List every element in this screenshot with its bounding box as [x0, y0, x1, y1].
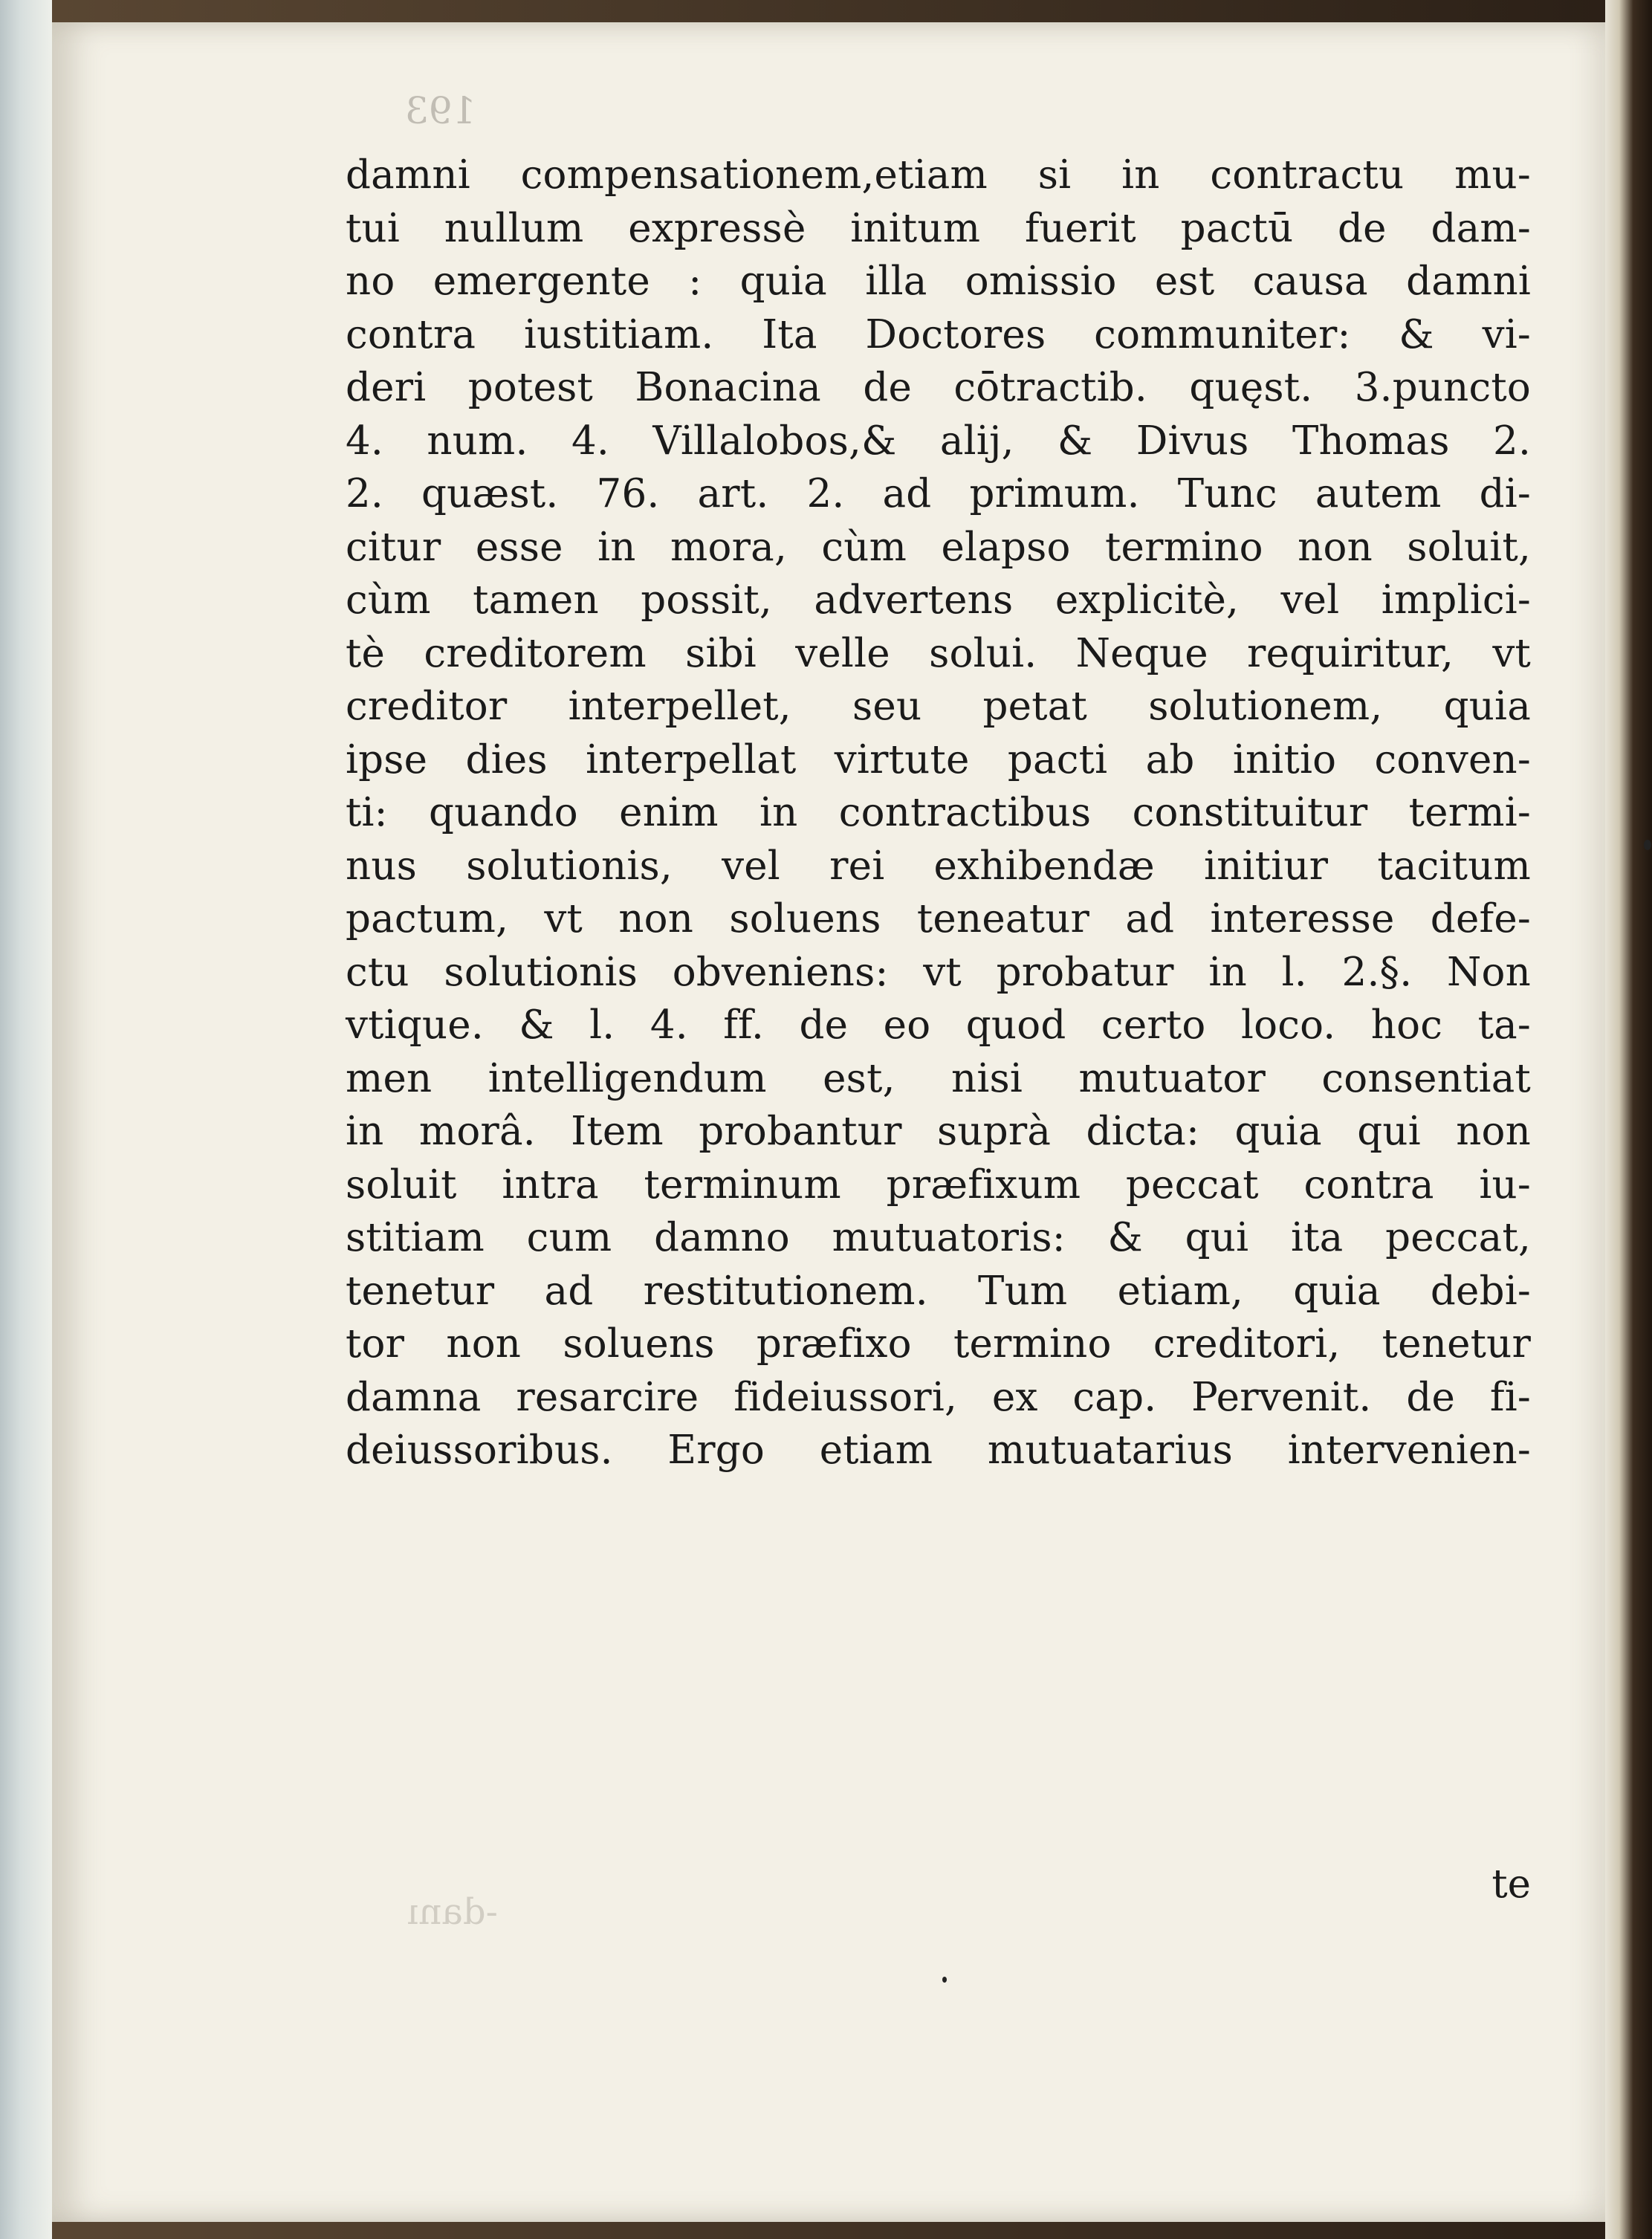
text-line: vtique. & l. 4. ff. de eo quod certo loco. hoc ta-	[346, 1002, 1531, 1048]
book-right-edge	[1605, 0, 1652, 2239]
text-line: tè creditorem sibi velle solui. Neque requiritur, vt	[346, 630, 1531, 676]
text-line: contra iustitiam. Ita Doctores communiter: & vi-	[346, 311, 1531, 357]
catchword-text: te	[1491, 1861, 1531, 1907]
text-line: ipse dies interpellat virtute pacti ab initio conven-	[346, 736, 1531, 782]
text-line: damna resarcire fideiussori, ex cap. Pervenit. de fi-	[346, 1374, 1531, 1420]
text-line: men intelligendum est, nisi mutuator consentiat	[346, 1055, 1531, 1101]
text-line: 4. num. 4. Villalobos,& alij, & Divus Thomas 2.	[346, 418, 1531, 464]
text-line: soluit intra terminum præfixum peccat contra iu-	[346, 1161, 1531, 1208]
text-line: stitiam cum damno mutuatoris: & qui ita peccat,	[346, 1215, 1531, 1260]
text-line: deri potest Bonacina de cōtractib. quęst. 3.puncto	[346, 365, 1531, 410]
text-line: deiussoribus. Ergo etiam mutuatarius intervenien-	[346, 1428, 1531, 1473]
ink-speck	[942, 1977, 947, 1983]
text-line: no emergente : quia illa omissio est causa damni	[346, 259, 1531, 304]
text-line: creditor interpellet, seu petat solutionem, quia	[346, 684, 1531, 729]
page-edge-mark	[1644, 840, 1651, 850]
catchword	[346, 1861, 1531, 1907]
folio-show-through: 193	[405, 89, 476, 132]
body-text	[346, 149, 1531, 1477]
text-line: ctu solutionis obveniens: vt probatur in l. 2.§. Non	[346, 949, 1531, 995]
book-left-edge	[0, 0, 52, 2239]
text-line: 2. quæst. 76. art. 2. ad primum. Tunc autem di-	[346, 471, 1531, 516]
text-line: ti: quando enim in contractibus constituitur termi-	[346, 790, 1531, 835]
text-line: tenetur ad restitutionem. Tum etiam, quia debi-	[346, 1268, 1531, 1314]
text-line: tui nullum expressè initum fuerit pactū de dam-	[346, 205, 1531, 251]
text-line: nus solutionis, vel rei exhibendæ initiur tacitum	[346, 843, 1531, 889]
text-line: tor non soluens præfixo termino creditori, tenetur	[346, 1321, 1531, 1367]
bottom-show-through: -danı	[407, 1891, 498, 1933]
text-line: damni compensationem,etiam si in contractu mu-	[346, 152, 1531, 198]
text-line: in morâ. Item probantur suprà dicta: quia qui non	[346, 1109, 1531, 1154]
text-line: citur esse in mora, cùm elapso termino non soluit,	[346, 524, 1531, 570]
text-line: pactum, vt non soluens teneatur ad interesse defe-	[346, 896, 1531, 942]
text-line: cùm tamen possit, advertens explicitè, vel implici-	[346, 577, 1531, 623]
